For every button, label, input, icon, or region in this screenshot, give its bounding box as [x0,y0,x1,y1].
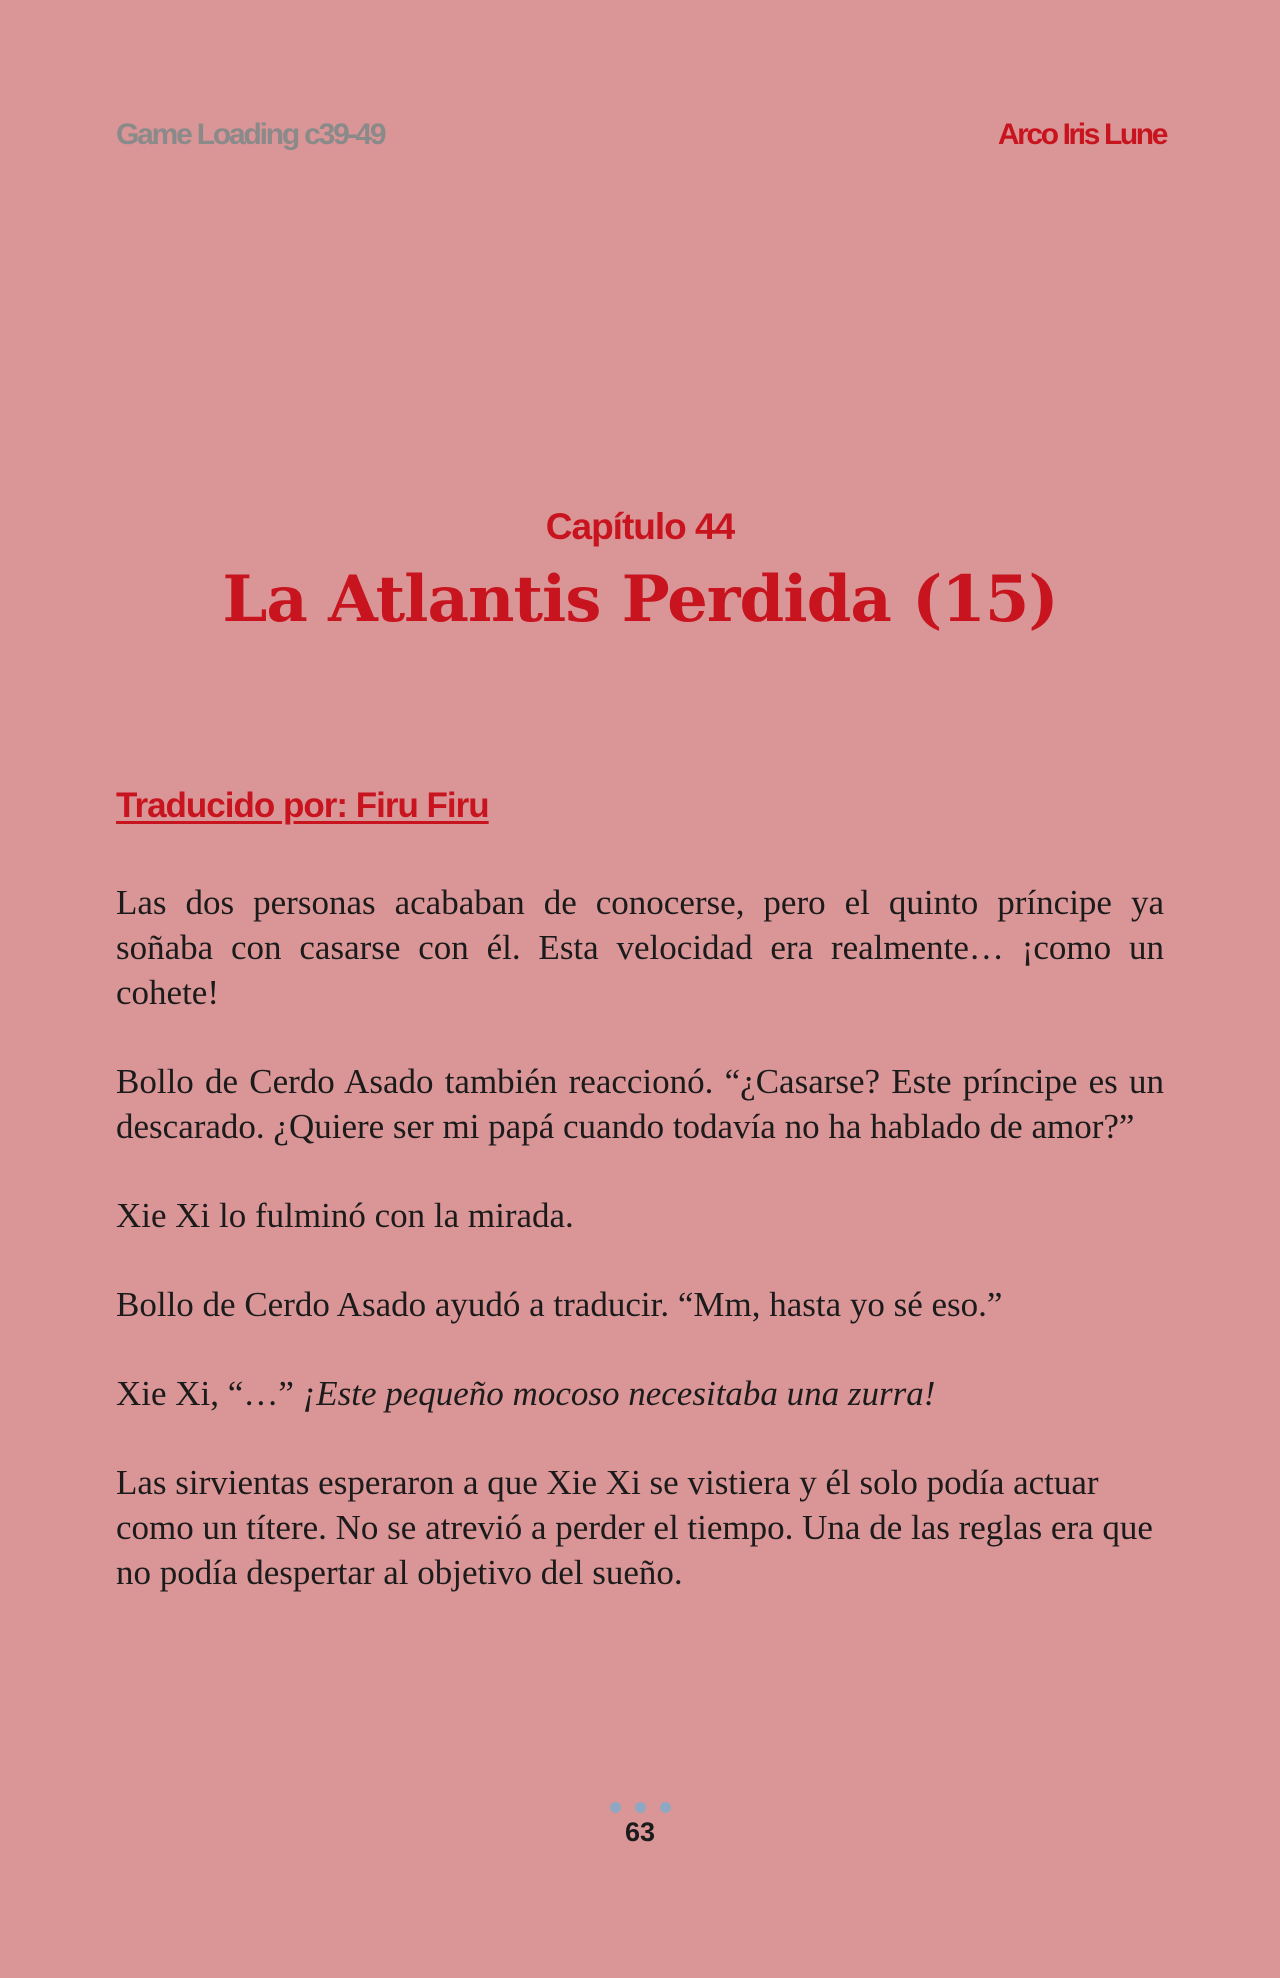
book-title-header: Game Loading c39-49 [116,118,385,151]
paragraph: Bollo de Cerdo Asado también reaccionó. “¿Casarse? Este príncipe es un descarado. ¿Quiere ser mi papá cuando todavía no ha hablado de amor?” [116,1062,1164,1146]
paragraph: Xie Xi lo fulminó con la mirada. [116,1196,574,1235]
ornament-dot [610,1802,621,1813]
chapter-title: La Atlantis Perdida (15) [222,562,1058,637]
translator-credit: Traducido por: Firu Firu [116,786,489,825]
paragraph: Las dos personas acababan de conocerse, pero el quinto príncipe ya soñaba con casarse con él. Esta velocidad era realmente… ¡como un cohete! [116,883,1164,1012]
inner-thought-text: ¡Este pequeño mocoso necesitaba una zurra! [302,1374,936,1413]
dialogue-text: Xie Xi, “…” [116,1374,294,1413]
page-number: 63 [624,1817,656,1847]
ornament-dot [635,1802,646,1813]
chapter-body [116,880,1164,1639]
paragraph [116,1371,1164,1416]
paragraph: Las sirvientas esperaron a que Xie Xi se vistiera y él solo podía actuar como un títere. No se atrevió a perder el tiempo. Una de las reglas era que no podía despertar al objetivo del sueño. [116,1463,1153,1592]
ornament-dot [660,1802,671,1813]
page-ornament [0,1802,1280,1813]
chapter-number: Capítulo 44 [545,506,735,547]
translator-group-header: Arco Iris Lune [997,118,1166,151]
paragraph: Bollo de Cerdo Asado ayudó a traducir. “Mm, hasta yo sé eso.” [116,1285,1003,1324]
